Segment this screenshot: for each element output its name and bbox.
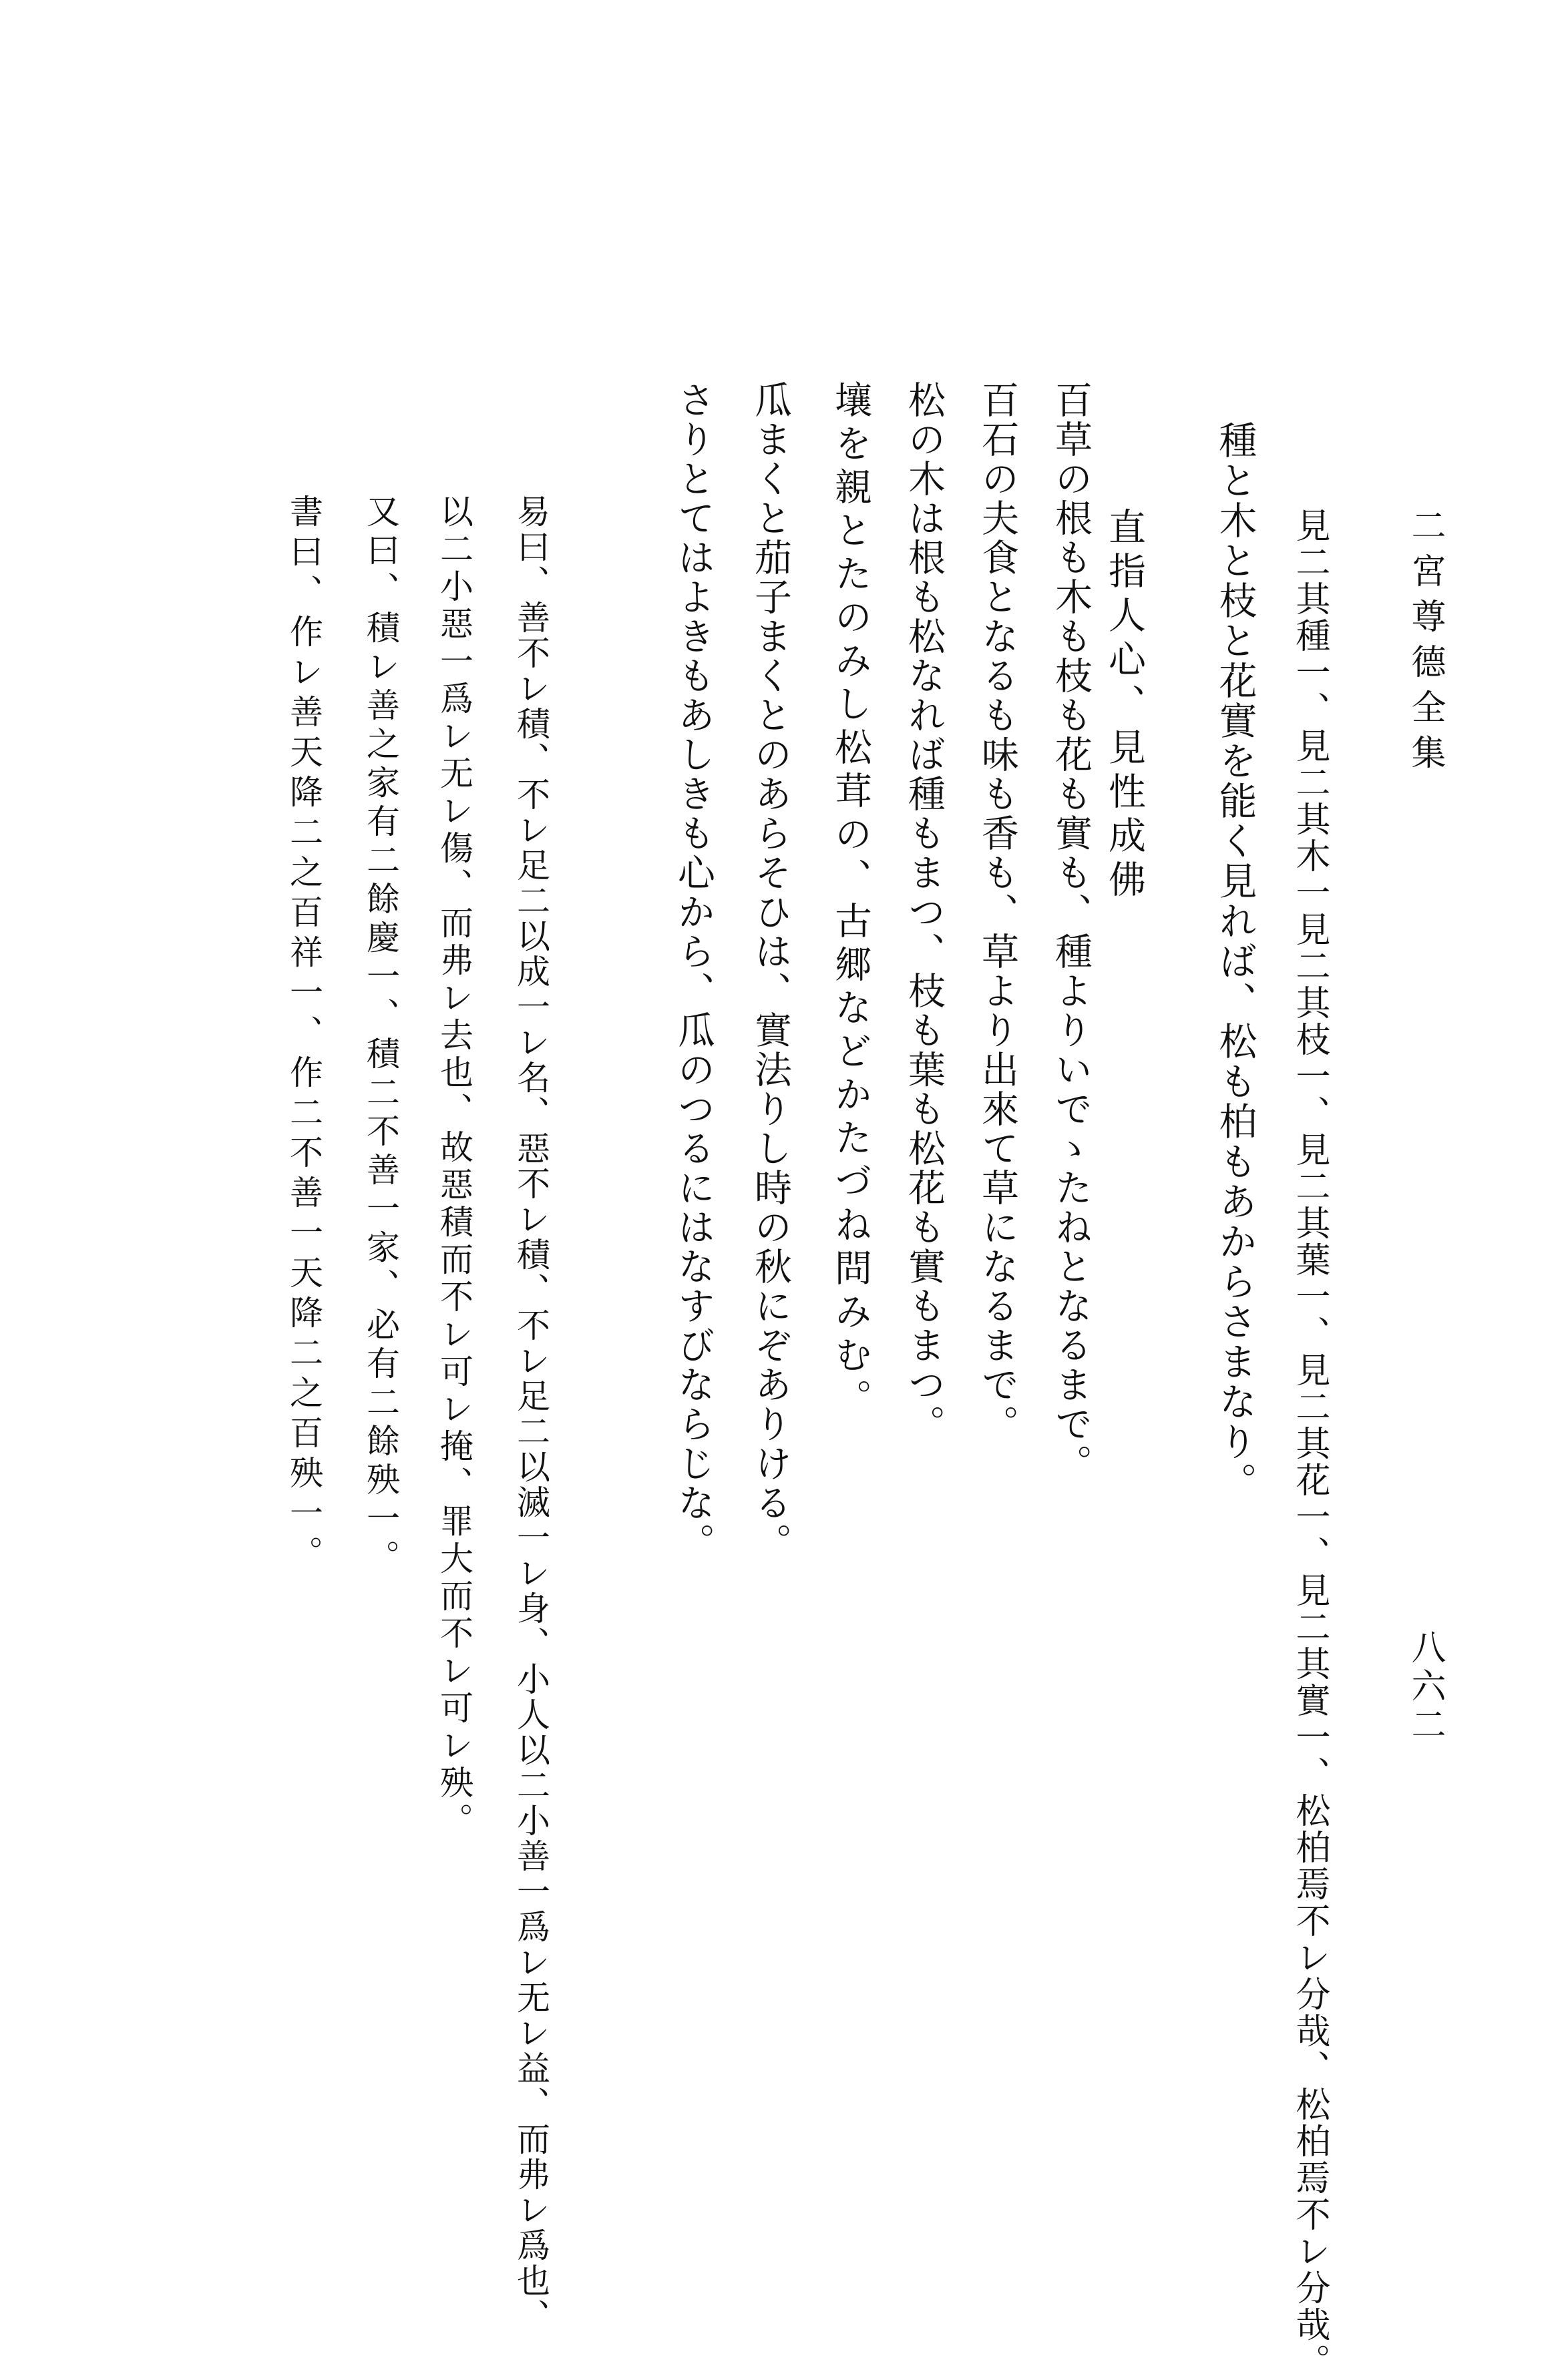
text-line: 百石の夫食となるも味も香も、草より出來て草になるまで。	[976, 381, 1019, 1444]
text-line: 種と木と枝と花實を能く見れば、松も柏もあからさまなり。	[1213, 421, 1257, 1502]
text-line: 松の木は根も松なれば種もまつ、枝も葉も松花も實もまつ。	[902, 381, 946, 1444]
text-line: 見二其種一、見二其木一見二其枝一、見二其葉一、見二其花一、見二其實一、松柏焉不レ分哉、松柏焉不レ分哉。	[1290, 507, 1330, 2380]
text-line: 壤を親とたのみし松茸の、古郷などかたづね問みむ。	[829, 381, 872, 1422]
text-line: 瓜まくと茄子まくとのあらそひは、實法りし時の秋にぞありける。	[749, 381, 792, 1562]
running-header-title: 二宮尊德全集	[1405, 507, 1445, 780]
page-number: 八六二	[1405, 1629, 1445, 1745]
section-heading: 直指人心、見性成佛	[1103, 507, 1146, 904]
text-line: さりとてはよきもあしきも心から、瓜のつるにはなすびならじな。	[672, 381, 715, 1562]
text-line: 易曰、善不レ積、不レ足二以成一レ名、惡不レ積、不レ足二以滅一レ身、小人以二小善一爲レ无レ益、而弗レ爲也、	[512, 494, 550, 2334]
text-line: 百草の根も木も枝も花も實も、種よりいでゝたねとなるまで。	[1049, 381, 1093, 1483]
text-line: 又曰、積レ善之家有二餘慶一、積二不善一家、必有二餘殃一。	[361, 494, 400, 1578]
text-line: 書曰、作レ善天降二之百祥一、作二不善一天降二之百殃一。	[284, 494, 323, 1576]
text-line: 以二小惡一爲レ无レ傷、而弗レ去也、故惡積而不レ可レ掩、罪大而不レ可レ殃。	[435, 494, 473, 1840]
